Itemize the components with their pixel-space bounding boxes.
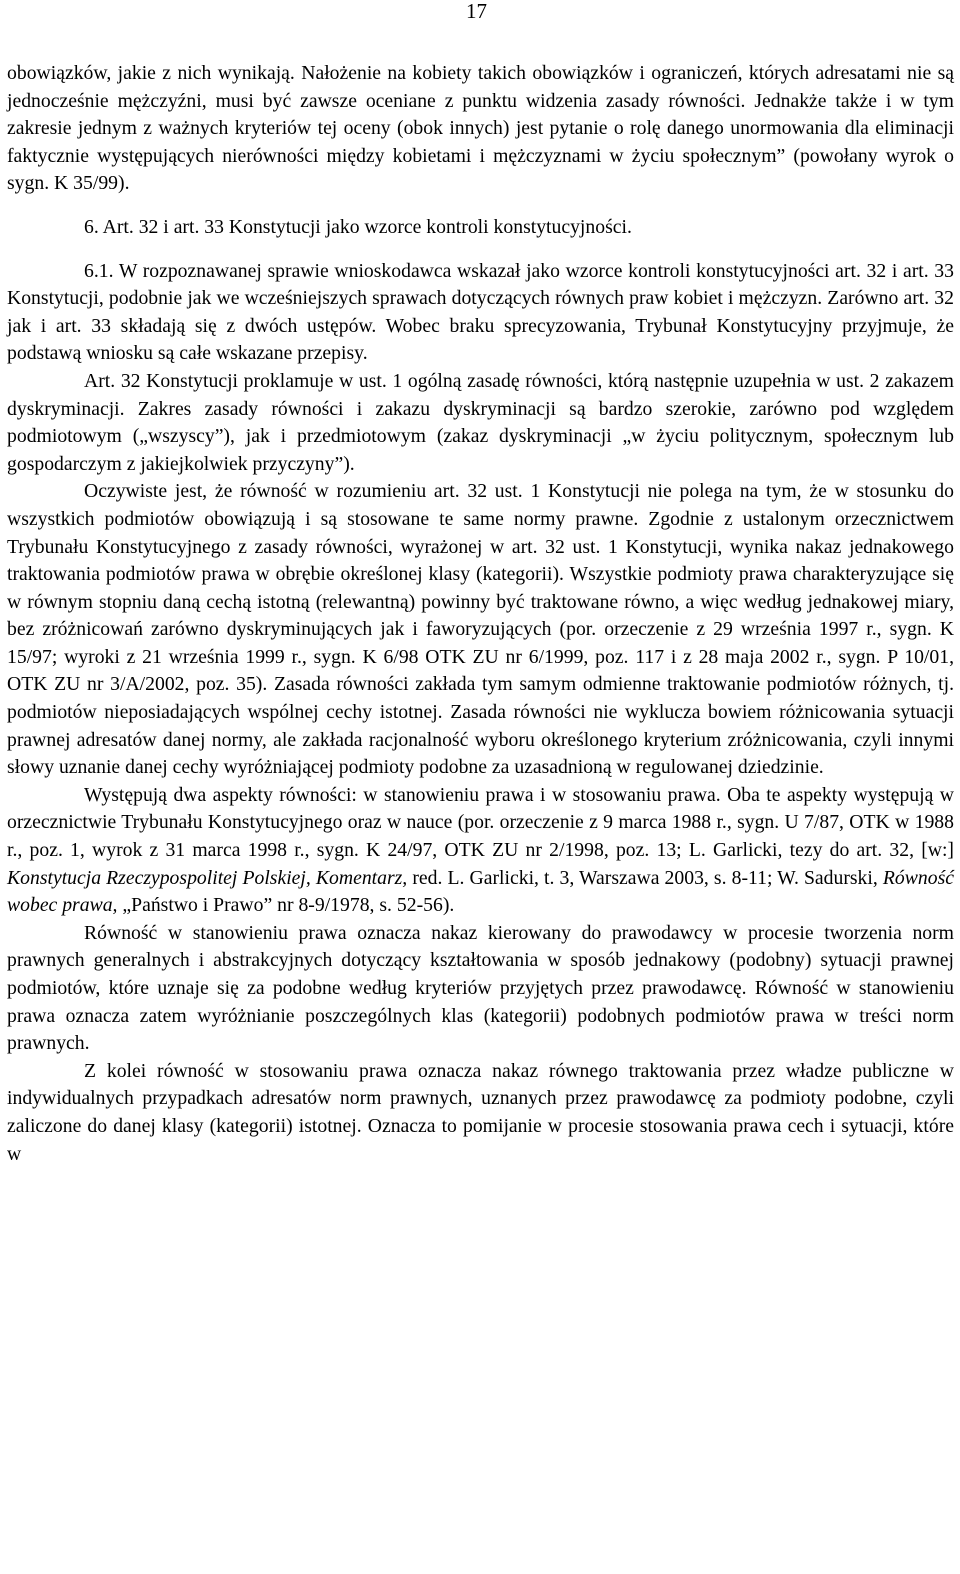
aspekty-title-konstytucja: Konstytucja Rzeczypospolitej Polskiej, Komentarz, <box>7 866 408 889</box>
aspekty-title-rownosc: Równość wobec prawa, <box>7 866 954 917</box>
paragraph-art-32: Art. 32 Konstytucji proklamuje w ust. 1 ogólną zasadę równości, którą następnie uzupełnia w ust. 2 zakazem dyskryminacji. Zakres zasady równości i zakazu dyskryminacji są bardzo szerokie, zarówno pod względem podmiotowym („wszyscy”), jak i przedmiotowym (zakaz dyskryminacji „w życiu politycznym, społecznym lub gospodarczym z jakiejkolwiek przyczyny”). <box>7 369 954 475</box>
aspekty-text-c: „Państwo i Prawo” nr 8-9/1978, s. 52-56). <box>117 894 455 917</box>
section-heading-6: 6. Art. 32 i art. 33 Konstytucji jako wzorce kontroli konstytucyjności. <box>84 215 632 238</box>
paragraph-continuation: obowiązków, jakie z nich wynikają. Nałożenie na kobiety takich obowiązków i ograniczeń, których adresatami nie są jednocześnie mężczyźni, musi być zawsze oceniane z punktu widzenia zasady równości. Jednakże także i w tym zakresie jednym z ważnych kryteriów tej oceny (obok innych) jest pytanie o rolę danego unormowania dla eliminacji faktycznie występujących nierówności między kobietami i mężczyznami w życiu społecznym” (powołany wyrok o sygn. K 35/99). <box>7 62 954 195</box>
aspekty-text-b: red. L. Garlicki, t. 3, Warszawa 2003, s. 8-11; W. Sadurski, <box>407 866 883 889</box>
paragraph-6-1: 6.1. W rozpoznawanej sprawie wnioskodawca wskazał jako wzorce kontroli konstytucyjności art. 32 i art. 33 Konstytucji, podobnie jak we wcześniejszych sprawach dotyczących równych praw kobiet i mężczyzn. Zarówno art. 32 jak i art. 33 składają się z dwóch ustępów. Wobec braku sprecyzowania, Trybunał Konstytucyjny przyjmuje, że podstawą wniosku są całe wskazane przepisy. <box>7 259 954 365</box>
aspekty-text-a: Występują dwa aspekty równości: w stanowieniu prawa i w stosowaniu prawa. Oba te aspekty występują w orzecznictwie Trybunału Konstytucyjnego oraz w nauce (por. orzeczenie z 9 marca 1988 r., sygn. U 7/87, OTK w 1988 r., poz. 1, wyrok z 31 marca 1998 r., sygn. K 24/97, OTK ZU nr 2/1998, poz. 13; L. Garlicki, tezy do art. 32, [w:] <box>7 783 954 862</box>
paragraph-stosowanie: Z kolei równość w stosowaniu prawa oznacza nakaz równego traktowania przez władze publiczne w indywidualnych przypadkach adresatów norm prawnych, uznanych przez prawodawcę za podmioty podobne, czyli zaliczone do danej klasy (kategorii) istotnej. Oznacza to pomijanie w procesie stosowania prawa cech i sytuacji, które w <box>7 1059 954 1165</box>
paragraph-oczywiste: Oczywiste jest, że równość w rozumieniu art. 32 ust. 1 Konstytucji nie polega na tym, że w stosunku do wszystkich podmiotów obowiązują i są stosowane te same normy prawne. Zgodnie z ustalonym orzecznictwem Trybunału Konstytucyjnego z zasady równości, wyrażonej w art. 32 ust. 1 Konstytucji, wynika nakaz jednakowego traktowania podmiotów prawa w obrębie określonej klasy (kategorii). Wszystkie podmioty prawa charakteryzujące się w równym stopniu daną cechą istotną (relewantną) powinny być traktowane równo, a więc według jednakowej miary, bez zróżnicowań zarówno dyskryminujących jak i faworyzujących (por. orzeczenie z 29 września 1997 r., sygn. K 15/97; wyroki z 21 września 1999 r., sygn. K 6/98 OTK ZU nr 6/1999, poz. 117 i z 28 maja 2002 r., sygn. P 10/01, OTK ZU nr 3/A/2002, poz. 35). Zasada równości zakłada tym samym odmienne traktowanie podmiotów różnych, tj. podmiotów nieposiadających wspólnej cechy istotnej. Zasada równości nie wyklucza bowiem różnicowania sytuacji prawnej adresatów danej normy, ale zakłada racjonalność wyboru określonego kryterium zróżnicowania, czyli innymi słowy uznanie danej cechy wyróżniającej podmioty podobne za uzasadnioną w regulowanej dziedzinie. <box>7 480 954 779</box>
paragraph-aspekty <box>7 782 954 920</box>
document-body <box>7 60 954 1168</box>
paragraph-stanowienie: Równość w stanowieniu prawa oznacza nakaz kierowany do prawodawcy w procesie tworzenia norm prawnych generalnych i abstrakcyjnych dotyczący kształtowania w sposób jednakowy (podobny) sytuacji prawnej podmiotów, które uznaje się za podobne według kryteriów przyjętych przez prawodawcę. Równość w stanowieniu prawa oznacza zatem wyróżnianie poszczególnych klas (kategorii) podobnych podmiotów prawa w treści norm prawnych. <box>7 921 954 1055</box>
page-number: 17 <box>466 0 487 23</box>
